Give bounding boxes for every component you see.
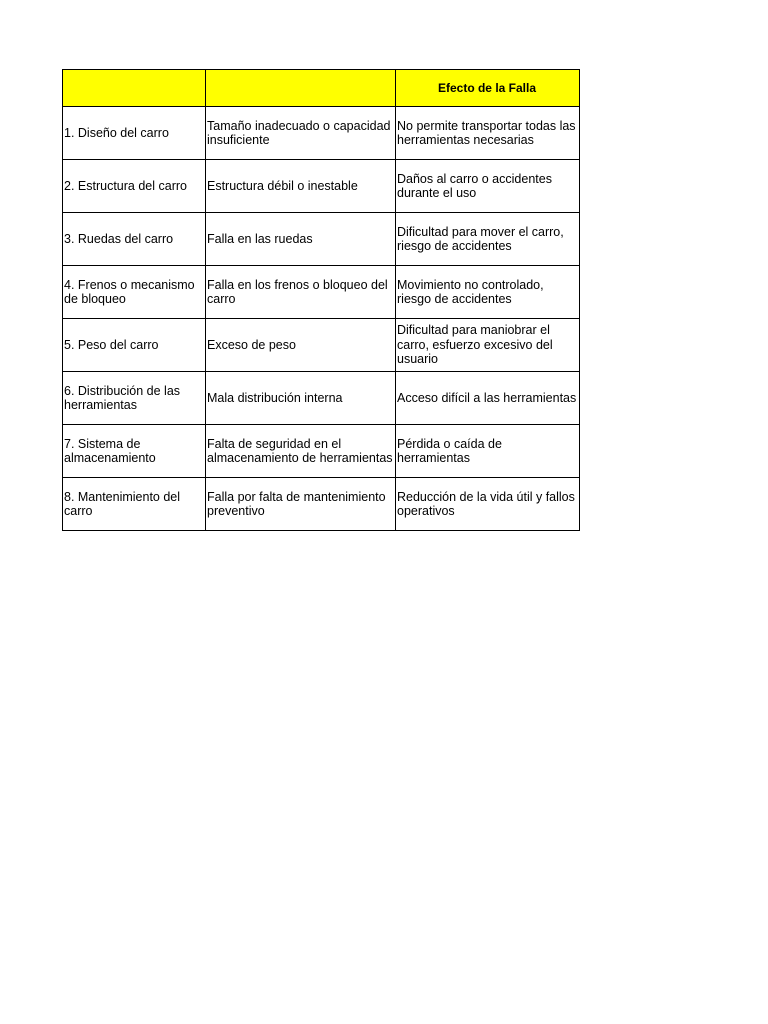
component-cell[interactable]: 5. Peso del carro xyxy=(63,319,206,372)
failure-effect-cell[interactable]: Reducción de la vida útil y fallos operativos xyxy=(396,478,580,531)
failure-effect-cell[interactable]: Acceso difícil a las herramientas xyxy=(396,372,580,425)
failure-mode-cell[interactable]: Estructura débil o inestable xyxy=(206,160,396,213)
table-row xyxy=(63,372,580,425)
table-row xyxy=(63,425,580,478)
failure-effect-cell[interactable]: Dificultad para mover el carro, riesgo de accidentes xyxy=(396,213,580,266)
component-cell[interactable]: 8. Mantenimiento del carro xyxy=(63,478,206,531)
header-cell-component[interactable] xyxy=(63,70,206,107)
component-cell[interactable]: 2. Estructura del carro xyxy=(63,160,206,213)
failure-mode-cell[interactable]: Falla en las ruedas xyxy=(206,213,396,266)
failure-mode-table xyxy=(62,69,580,531)
header-row xyxy=(63,70,580,107)
table-row xyxy=(63,266,580,319)
failure-mode-cell[interactable]: Falta de seguridad en el almacenamiento de herramientas xyxy=(206,425,396,478)
header-cell-failure-mode[interactable] xyxy=(206,70,396,107)
table-row xyxy=(63,213,580,266)
failure-mode-cell[interactable]: Falla por falta de mantenimiento preventivo xyxy=(206,478,396,531)
failure-mode-cell[interactable]: Exceso de peso xyxy=(206,319,396,372)
table-row xyxy=(63,107,580,160)
failure-effect-cell[interactable]: Movimiento no controlado, riesgo de accidentes xyxy=(396,266,580,319)
failure-mode-cell[interactable]: Tamaño inadecuado o capacidad insuficiente xyxy=(206,107,396,160)
table-row xyxy=(63,319,580,372)
failure-effect-cell[interactable]: Pérdida o caída de herramientas xyxy=(396,425,580,478)
failure-mode-cell[interactable]: Falla en los frenos o bloqueo del carro xyxy=(206,266,396,319)
header-cell-failure-effect[interactable]: Efecto de la Falla xyxy=(396,70,580,107)
table-row xyxy=(63,478,580,531)
failure-effect-cell[interactable]: Dificultad para maniobrar el carro, esfuerzo excesivo del usuario xyxy=(396,319,580,372)
table-row xyxy=(63,160,580,213)
failure-mode-cell[interactable]: Mala distribución interna xyxy=(206,372,396,425)
component-cell[interactable]: 1. Diseño del carro xyxy=(63,107,206,160)
failure-effect-cell[interactable]: No permite transportar todas las herramientas necesarias xyxy=(396,107,580,160)
component-cell[interactable]: 6. Distribución de las herramientas xyxy=(63,372,206,425)
component-cell[interactable]: 7. Sistema de almacenamiento xyxy=(63,425,206,478)
component-cell[interactable]: 4. Frenos o mecanismo de bloqueo xyxy=(63,266,206,319)
component-cell[interactable]: 3. Ruedas del carro xyxy=(63,213,206,266)
failure-effect-cell[interactable]: Daños al carro o accidentes durante el uso xyxy=(396,160,580,213)
spreadsheet-page xyxy=(62,69,580,531)
